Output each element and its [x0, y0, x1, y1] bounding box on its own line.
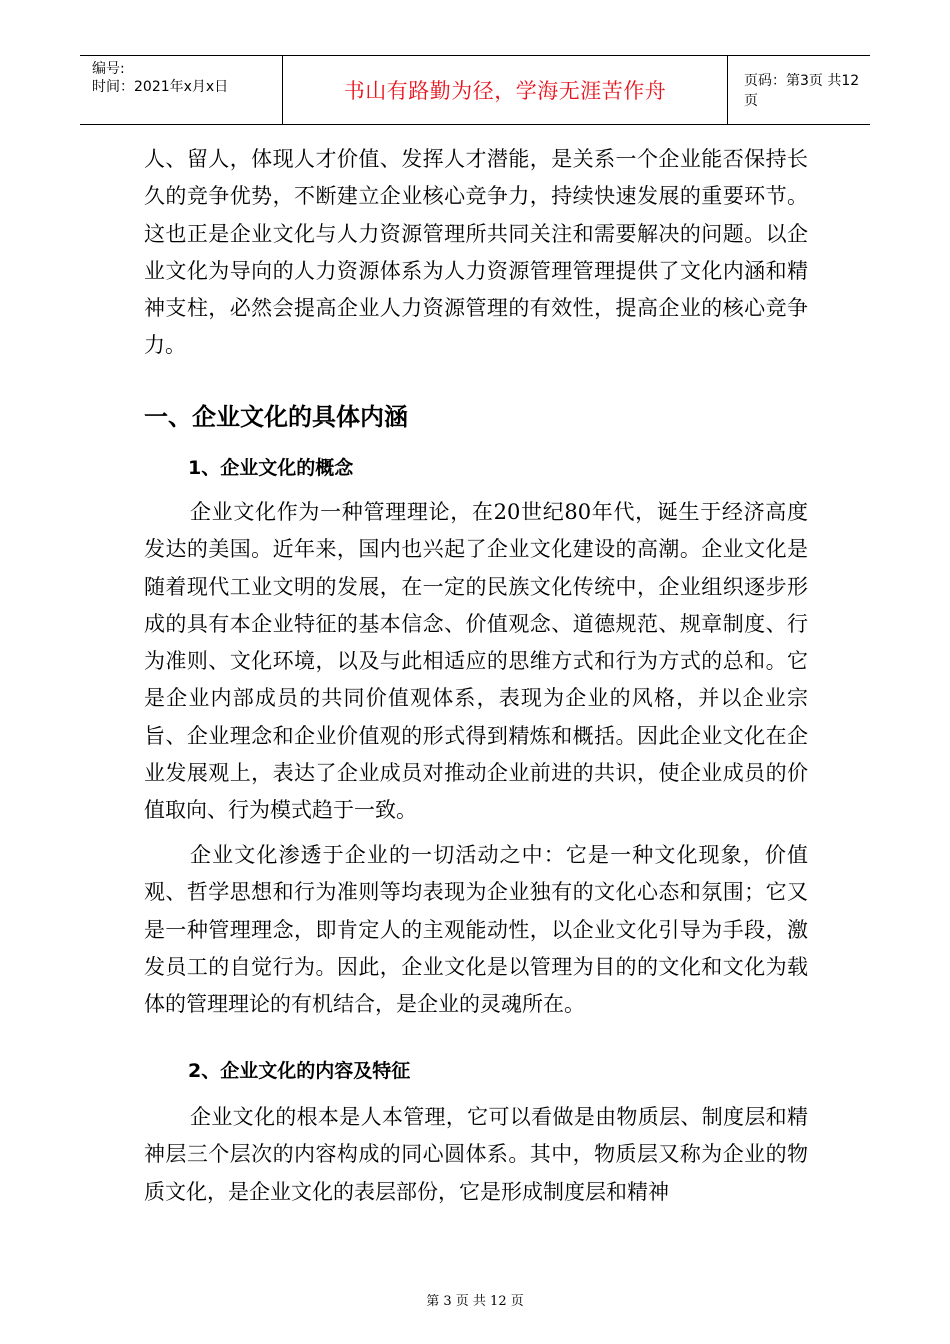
- intro-paragraph: 人、留人，体现人才价值、发挥人才潜能，是关系一个企业能否保持长久的竞争优势，不断建立企业核心竞争力，持续快速发展的重要环节。这也正是企业文化与人力资源管理所共同关注和需要解决的问题。以企业文化为导向的人力资源体系为人力资源管理管理提供了文化内涵和精神支柱，必然会提高企业人力资源管理的有效性，提高企业的核心竞争力。: [144, 147, 808, 358]
- subsection-heading-content: 2、企业文化的内容及特征: [188, 1060, 411, 1082]
- header-page-info: 页码：第3页 共12页: [744, 73, 860, 109]
- page-footer: 第 3 页 共 12 页: [426, 1294, 524, 1309]
- content-paragraph-1: 企业文化的根本是人本管理，它可以看做是由物质层、制度层和精神层三个层次的内容构成的同心圆体系。其中，物质层又称为企业的物质文化，是企业文化的表层部份，它是形成制度层和精神: [144, 1105, 808, 1204]
- header-meta: [80, 56, 283, 124]
- subsection-heading-concept: 1、企业文化的概念: [188, 457, 354, 479]
- document-number-label: 编号:: [92, 61, 125, 77]
- section-heading: 一、企业文化的具体内涵: [144, 403, 408, 431]
- concept-paragraph-2: 企业文化渗透于企业的一切活动之中：它是一种文化现象，价值观、哲学思想和行为准则等均表现为企业独有的文化心态和氛围；它又是一种管理理念，即肯定人的主观能动性，以企业文化引导为手段，激发员工的自觉行为。因此，企业文化是以管理为目的的文化和文化为载体的管理理论的有机结合，是企业的灵魂所在。: [144, 843, 808, 1017]
- document-time-label: 时间：2021年x月x日: [92, 79, 229, 95]
- page-header: [80, 55, 870, 125]
- header-motto: 书山有路勤为径，学海无涯苦作舟: [283, 56, 728, 124]
- concept-paragraph-1: 企业文化作为一种管理理论，在20世纪80年代，诞生于经济高度发达的美国。近年来，国内也兴起了企业文化建设的高潮。企业文化是随着现代工业文明的发展，在一定的民族文化传统中，企业组织逐步形成的具有本企业特征的基本信念、价值观念、道德规范、规章制度、行为准则、文化环境，以及与此相适应的思维方式和行为方式的总和。它是企业内部成员的共同价值观体系，表现为企业的风格，并以企业宗旨、企业理念和企业价值观的形式得到精炼和概括。因此企业文化在企业发展观上，表达了企业成员对推动企业前进的共识，使企业成员的价值取向、行为模式趋于一致。: [144, 500, 808, 823]
